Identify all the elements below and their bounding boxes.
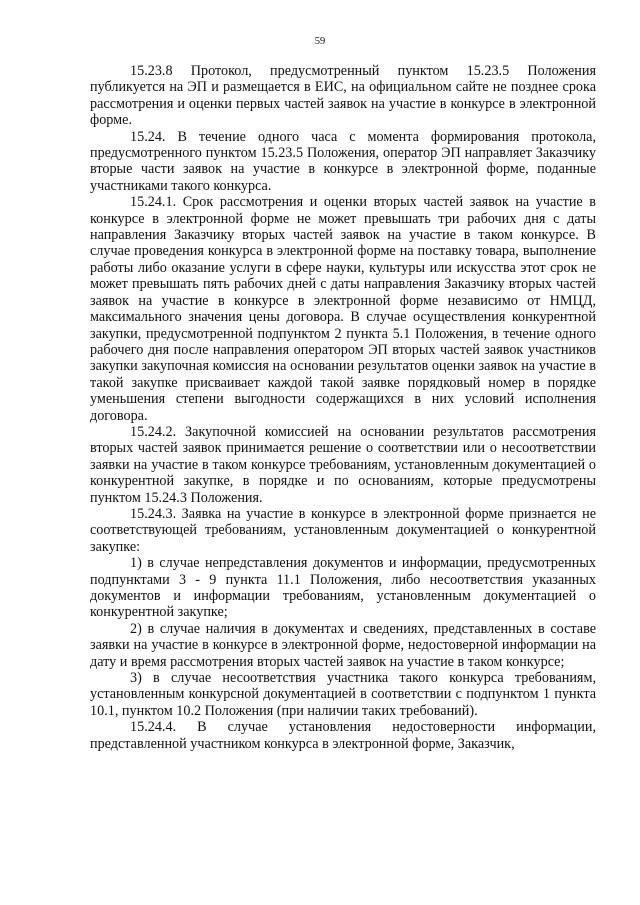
list-item-2: 2) в случае наличия в документах и сведениях, представленных в составе заявки на участие в конкурсе в электронной форме, недостоверной информации на дату и время рассмотрения вторых частей заявок на участие в таком конкурсе; <box>90 620 596 670</box>
page-number: 59 <box>314 36 326 47</box>
list-item-3: 3) в случае несоответствия участника такого конкурса требованиям, установленным конкурсной документацией в соответствии с подпунктом 1 пункта 10.1, пунктом 10.2 Положения (при наличии таких требований). <box>90 670 596 719</box>
document-body <box>90 63 596 752</box>
paragraph-15-24-2: 15.24.2. Закупочной комиссией на основании результатов рассмотрения вторых частей заявок принимается решение о соответствии или о несоответствии заявки на участие в таком конкурсе требованиям, установленным документацией о конкурентной закупке, в порядке и по основаниям, которые предусмотрены пунктом 15.24.3 Положения. <box>90 423 596 506</box>
paragraph-15-24-1: 15.24.1. Срок рассмотрения и оценки вторых частей заявок на участие в конкурсе в электронной форме не может превышать три рабочих дня с даты направления Заказчику вторых частей заявок на участие в таком конкурсе. В случае проведения конкурса в электронной форме на поставку товара, выполнение работы либо оказание услуги в сфере науки, культуры или искусства этот срок не может превышать пять рабочих дней с даты направления Заказчику вторых частей заявок на участие в конкурсе в электронной форме независимо от НМЦД, максимального значения цены договора. В случае осуществления конкурентной закупки, предусмотренной подпунктом 2 пункта 5.1 Положения, в течение одного рабочего дня после направления оператором ЭП вторых частей заявок участников закупки закупочная комиссия на основании результатов оценки заявок на участие в такой закупке присваивает каждой такой заявке порядковый номер в порядке уменьшения степени выгодности содержащихся в них условий исполнения договора. <box>90 194 596 424</box>
list-item-1: 1) в случае непредставления документов и информации, предусмотренных подпунктами 3 - 9 пункта 11.1 Положения, либо несоответствия указанных документов и информации требованиям, установленным документацией о конкурентной закупке; <box>90 555 596 621</box>
paragraph-15-23-8: 15.23.8 Протокол, предусмотренный пунктом 15.23.5 Положения публикуется на ЭП и размещается в ЕИС, на официальном сайте не позднее срока рассмотрения и оценки первых частей заявок на участие в конкурсе в электронной форме. <box>90 63 596 129</box>
paragraph-15-24-3: 15.24.3. Заявка на участие в конкурсе в электронной форме признается не соответствующей требованиям, установленным документацией о конкурентной закупке: <box>90 505 596 555</box>
paragraph-15-24: 15.24. В течение одного часа с момента формирования протокола, предусмотренного пунктом 15.23.5 Положения, оператор ЭП направляет Заказчику вторые части заявок на участие в конкурсе в электронной форме, поданные участниками такого конкурса. <box>90 128 596 194</box>
paragraph-15-24-4: 15.24.4. В случае установления недостоверности информации, представленной участником конкурса в электронной форме, Заказчик, <box>90 719 596 752</box>
